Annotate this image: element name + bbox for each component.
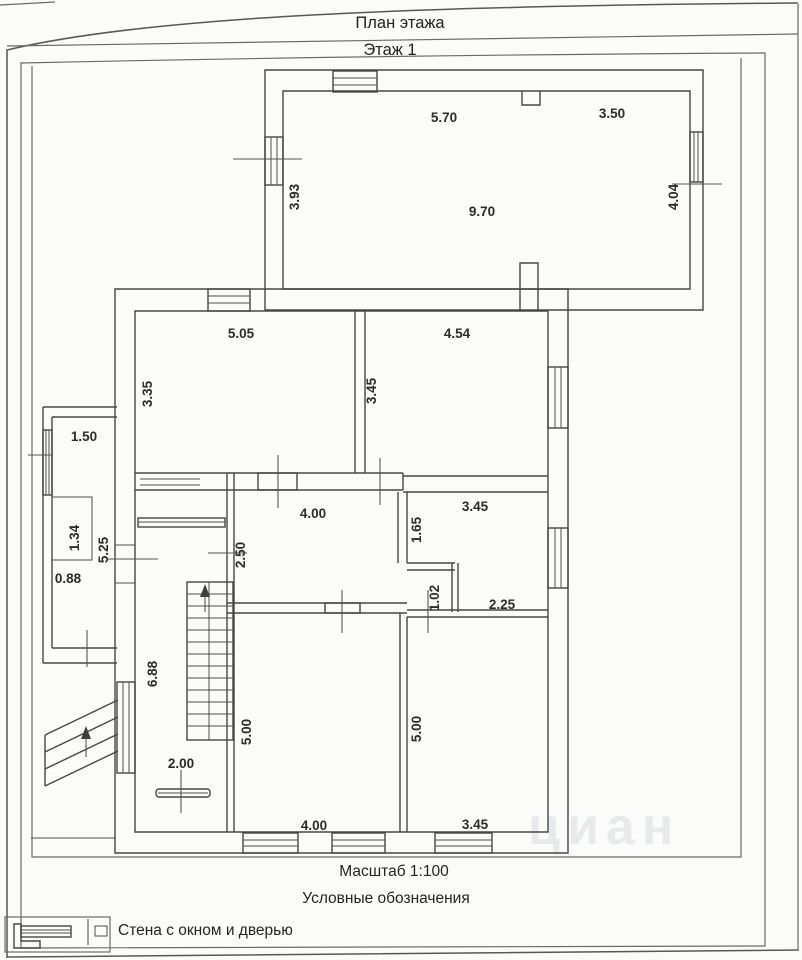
window xyxy=(117,682,135,773)
dimension-label: 1.65 xyxy=(409,516,424,544)
dimension-label: 1.50 xyxy=(70,429,98,444)
exterior-steps-icon xyxy=(45,700,118,786)
dimension-label: 6.88 xyxy=(145,660,160,688)
interior-walls xyxy=(135,311,548,832)
legend-item-label: Стена с окном и дверью xyxy=(118,922,293,939)
staircase-icon xyxy=(187,582,233,740)
floor-subtitle: Этаж 1 xyxy=(363,41,417,59)
dimension-label: 5.25 xyxy=(96,536,111,564)
window xyxy=(548,367,568,428)
window xyxy=(690,132,703,182)
entry-door-symbol xyxy=(156,789,210,797)
top-room-walls xyxy=(265,70,703,310)
window xyxy=(243,833,298,853)
dimension-label: 5.05 xyxy=(227,326,255,341)
wall-with-window-and-door-icon xyxy=(14,919,107,948)
dimension-labels xyxy=(55,106,681,833)
dimension-label: 3.93 xyxy=(287,183,302,211)
dimension-label: 1.02 xyxy=(427,584,442,612)
top-room-windows xyxy=(265,71,703,185)
window xyxy=(435,833,492,853)
dimension-label: 4.00 xyxy=(300,818,328,833)
dimension-label: 2.25 xyxy=(488,597,516,612)
dimension-label: 4.54 xyxy=(443,326,471,341)
dimension-label: 2.50 xyxy=(233,541,248,569)
scale-note: Масштаб 1:100 xyxy=(339,863,449,880)
dimension-label: 5.00 xyxy=(409,715,424,743)
dimension-ticks xyxy=(28,159,722,813)
dimension-label: 4.04 xyxy=(666,183,681,211)
dimension-label: 4.00 xyxy=(299,506,327,521)
dimension-label: 3.45 xyxy=(461,817,489,832)
dimension-label: 5.70 xyxy=(430,110,458,125)
window xyxy=(332,833,385,853)
legend-title: Условные обозначения xyxy=(302,890,470,907)
dimension-label: 3.50 xyxy=(598,106,626,121)
window xyxy=(548,528,568,588)
dimension-label: 0.88 xyxy=(54,571,82,586)
dimension-label: 1.34 xyxy=(67,524,82,552)
dimension-label: 3.35 xyxy=(140,380,155,408)
watermark-text: циан xyxy=(528,798,681,856)
dimension-label: 5.00 xyxy=(239,718,254,746)
dimension-label: 3.45 xyxy=(461,499,489,514)
window xyxy=(43,430,52,495)
dimension-label: 2.00 xyxy=(167,756,195,771)
window xyxy=(265,137,283,185)
window xyxy=(208,289,250,311)
main-block-walls xyxy=(31,289,568,853)
window xyxy=(333,71,377,92)
dimension-label: 3.45 xyxy=(364,377,379,405)
page-title: План этажа xyxy=(355,14,445,32)
dimension-label: 9.70 xyxy=(468,204,496,219)
